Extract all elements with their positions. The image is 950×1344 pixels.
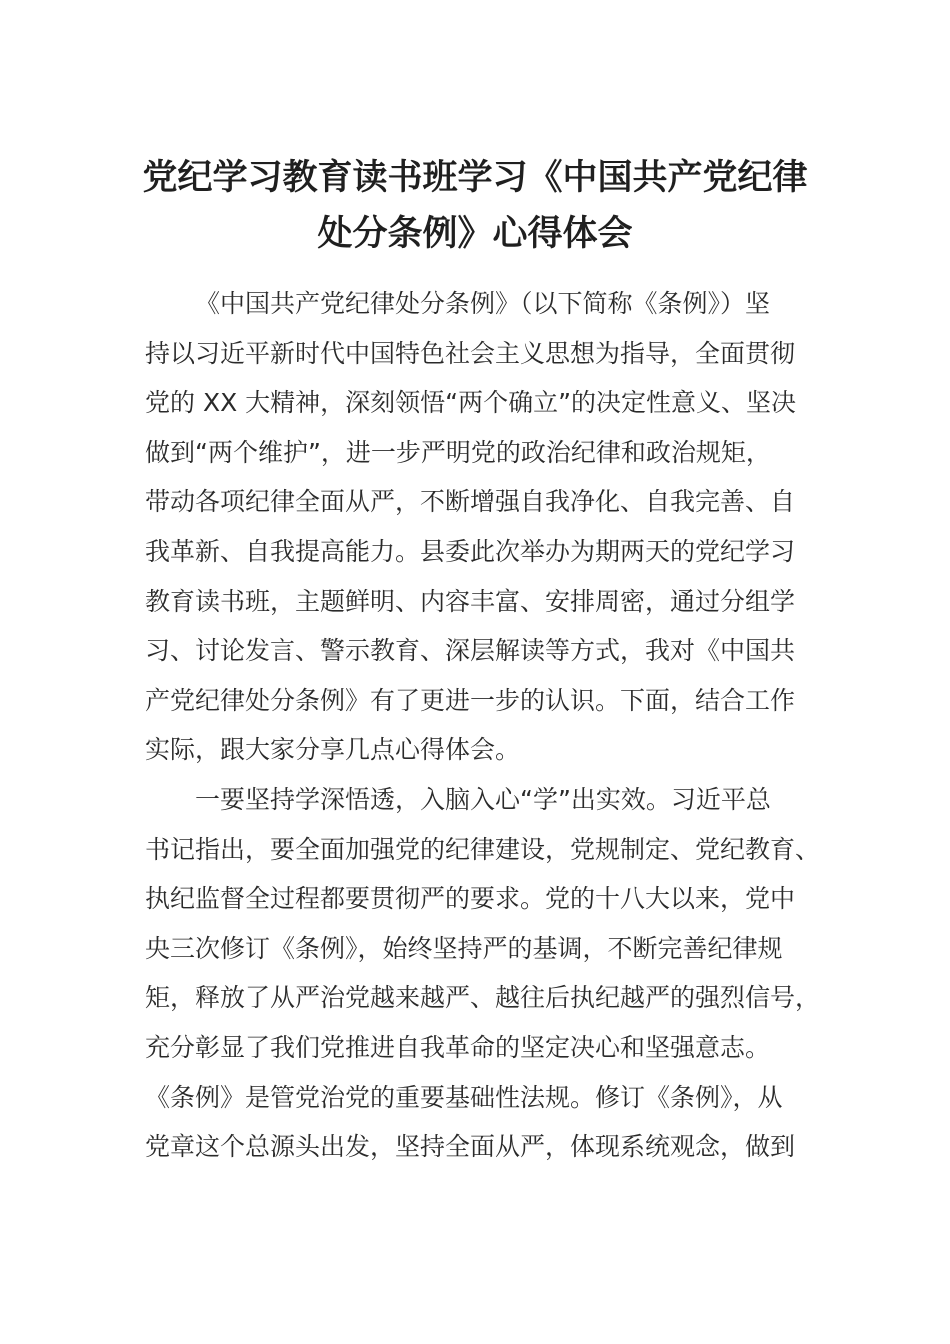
- paragraph-2-line: 矩，释放了从严治党越来越严、越往后执纪越严的强烈信号，: [145, 983, 821, 1013]
- paragraph-1-line: 带动各项纪律全面从严，不断增强自我净化、自我完善、自: [145, 487, 796, 517]
- document-title: [120, 150, 830, 262]
- paragraph-2-line: 央三次修订《条例》，始终坚持严的基调，不断完善纪律规: [145, 933, 783, 963]
- paragraph-1-line: 做到“两个维护”，进一步严明党的政治纪律和政治规矩，: [145, 437, 771, 467]
- paragraph-1-line: 我革新、自我提高能力。县委此次举办为期两天的党纪学习: [145, 536, 796, 566]
- document-body: [145, 279, 821, 1172]
- paragraph-2-line: 党章这个总源头出发，坚持全面从严，体现系统观念，做到: [145, 1132, 796, 1162]
- paragraph-2-line: 一要坚持学深悟透，入脑入心“学”出实效。习近平总: [195, 784, 771, 814]
- paragraph-1-line: 产党纪律处分条例》有了更进一步的认识。下面，结合工作: [145, 685, 796, 715]
- paragraph-1-line: 《中国共产党纪律处分条例》（以下简称《条例》）坚: [195, 289, 771, 318]
- paragraph-2-line: 执纪监督全过程都要贯彻严的要求。党的十八大以来，党中: [145, 884, 796, 914]
- title-line: 党纪学习教育读书班学习《中国共产党纪律: [142, 158, 808, 198]
- paragraph-1-line: 实际，跟大家分享几点心得体会。: [145, 735, 521, 765]
- title-line: 处分条例》心得体会: [317, 214, 633, 254]
- paragraph-2-line: 充分彰显了我们党推进自我革命的坚定决心和坚强意志。: [145, 1032, 771, 1062]
- paragraph-1-line: 习、讨论发言、警示教育、深层解读等方式，我对《中国共: [145, 636, 796, 666]
- paragraph-2-line: 书记指出，要全面加强党的纪律建设，党规制定、党纪教育、: [145, 834, 821, 864]
- paragraph-2-line: 《条例》是管党治党的重要基础性法规。修订《条例》，从: [145, 1082, 783, 1112]
- paragraph-1-line: 教育读书班，主题鲜明、内容丰富、安排周密，通过分组学: [145, 586, 796, 616]
- paragraph-1-line: 党的 XX 大精神，深刻领悟“两个确立”的决定性意义、坚决: [145, 388, 797, 418]
- paragraph-1-line: 持以习近平新时代中国特色社会主义思想为指导，全面贯彻: [145, 338, 796, 368]
